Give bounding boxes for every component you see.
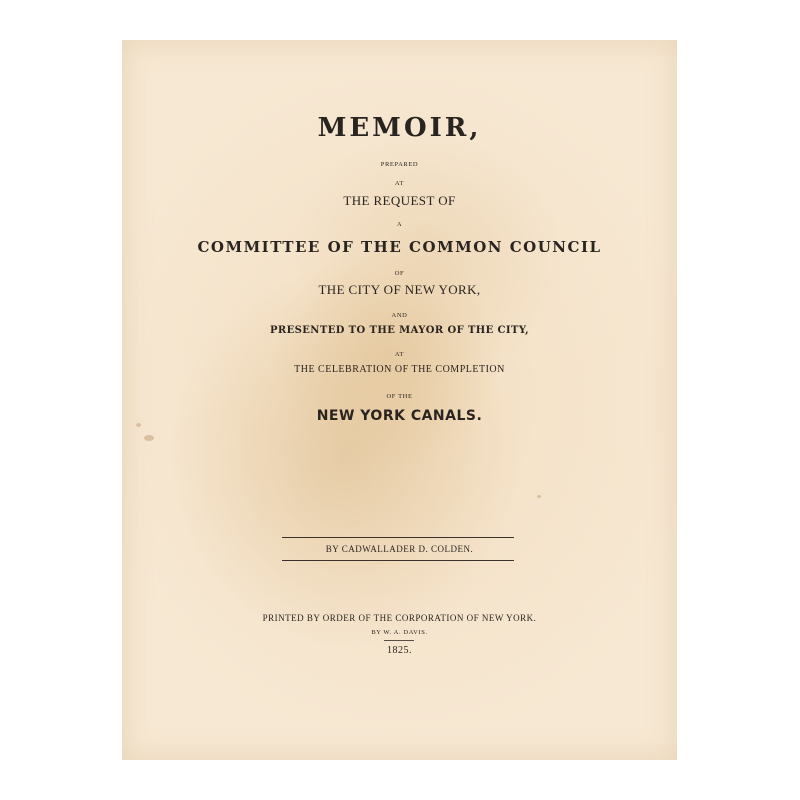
at-line-2: AT [394, 351, 405, 358]
at-line: AT [394, 180, 405, 187]
city-line: THE CITY OF NEW YORK, [318, 282, 481, 297]
foxing-stain [537, 495, 541, 498]
of-line: OF [394, 270, 405, 277]
request-line: THE REQUEST OF [343, 193, 456, 208]
author-line: BY CADWALLADER D. COLDEN. [325, 544, 474, 554]
printed-by-line: PRINTED BY ORDER OF THE CORPORATION OF NEW YORK. [262, 613, 537, 623]
celebration-line: THE CELEBRATION OF THE COMPLETION [294, 364, 505, 375]
prepared-line: PREPARED [380, 161, 419, 168]
and-line: AND [391, 312, 408, 319]
title-page [122, 40, 677, 760]
top-rule [282, 537, 514, 538]
memoir-title: MEMOIR, [317, 113, 482, 143]
presented-line: PRESENTED TO THE MAYOR OF THE CITY, [270, 325, 529, 336]
of-the-line: OF THE [386, 393, 413, 400]
committee-line: COMMITTEE OF THE COMMON COUNCIL [197, 238, 602, 256]
canals-line: NEW YORK CANALS. [316, 408, 483, 424]
foxing-stain [144, 435, 154, 441]
year-line: 1825. [387, 645, 412, 656]
bottom-rule [282, 560, 514, 561]
a-line: A [396, 221, 403, 228]
printer-line: BY W. A. DAVIS. [371, 629, 428, 636]
year-rule [384, 640, 414, 641]
